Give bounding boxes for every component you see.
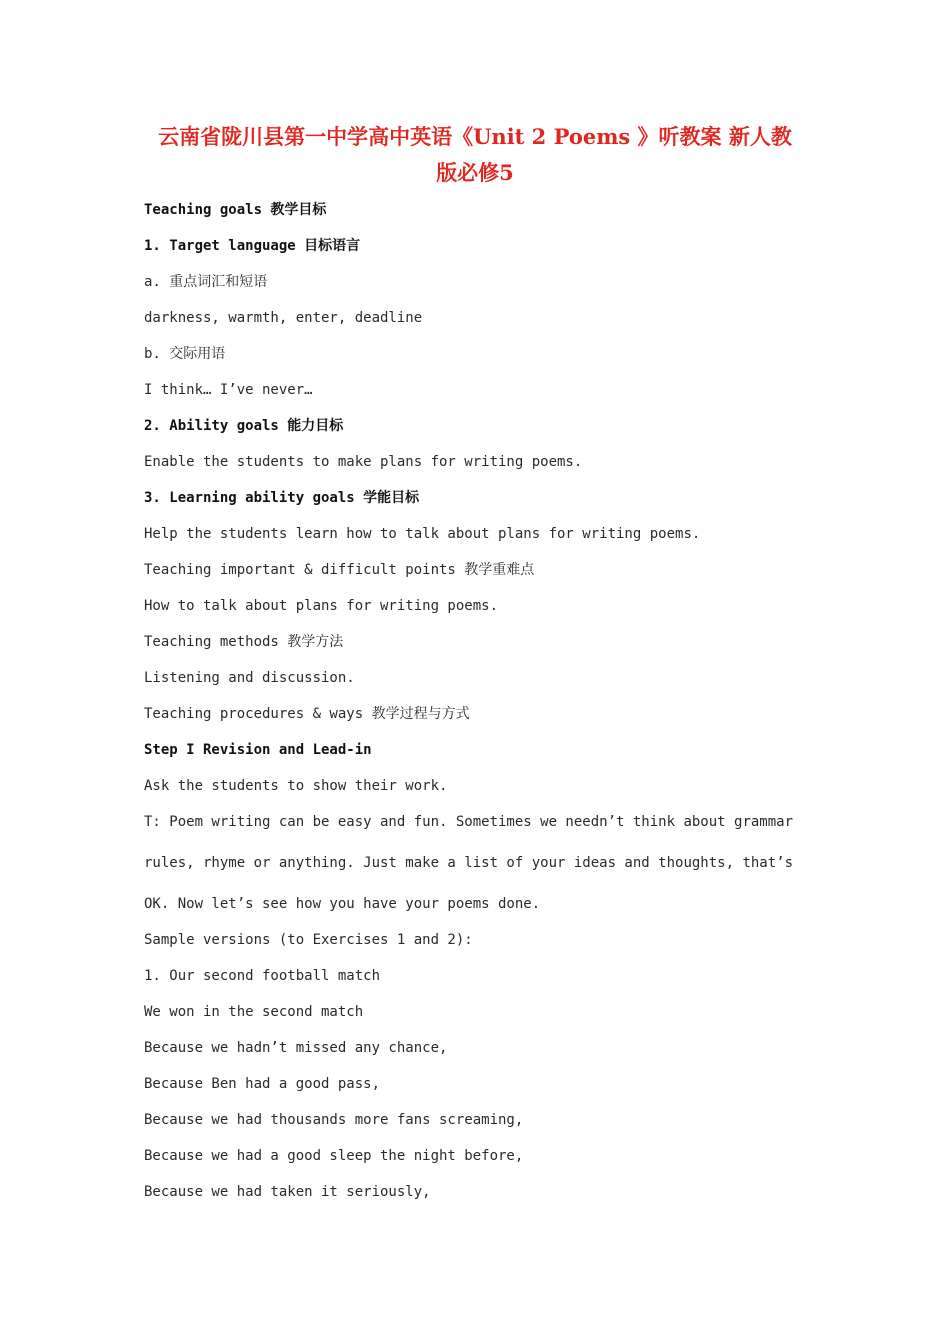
teacher-talk-line-3: OK. Now let’s see how you have your poems done. <box>144 896 541 912</box>
important-points-text: How to talk about plans for writing poems. <box>144 598 499 614</box>
heading-teaching-goals: Teaching goals 教学目标 <box>144 202 327 218</box>
poem-title: 1. Our second football match <box>144 968 381 984</box>
poem-line: Because Ben had a good pass, <box>144 1076 381 1092</box>
heading-step-1: Step I Revision and Lead-in <box>144 742 372 758</box>
poem-line: Because we hadn’t missed any chance, <box>144 1040 448 1056</box>
sample-versions-label: Sample versions (to Exercises 1 and 2): <box>144 932 473 948</box>
document-title-line-1: 云南省陇川县第一中学高中英语《Unit 2 Poems 》听教案 新人教 <box>158 124 792 149</box>
label-key-vocabulary: a. 重点词汇和短语 <box>144 274 268 290</box>
teaching-methods-text: Listening and discussion. <box>144 670 355 686</box>
heading-teaching-methods: Teaching methods 教学方法 <box>144 634 344 650</box>
poem-line: Because we had thousands more fans screaming, <box>144 1112 524 1128</box>
learning-ability-text: Help the students learn how to talk about plans for writing poems. <box>144 526 701 542</box>
label-communicative-phrases: b. 交际用语 <box>144 346 226 362</box>
poem-line: Because we had taken it seriously, <box>144 1184 431 1200</box>
heading-target-language: 1. Target language 目标语言 <box>144 238 361 254</box>
ability-goals-text: Enable the students to make plans for writing poems. <box>144 454 583 470</box>
document-title-line-2: 版必修5 <box>436 160 514 185</box>
vocabulary-list: darkness, warmth, enter, deadline <box>144 310 423 326</box>
step-1-instruction: Ask the students to show their work. <box>144 778 448 794</box>
teacher-talk-line-1: T: Poem writing can be easy and fun. Sometimes we needn’t think about grammar <box>144 814 794 830</box>
heading-important-points: Teaching important & difficult points 教学重难点 <box>144 562 535 578</box>
heading-ability-goals: 2. Ability goals 能力目标 <box>144 418 344 434</box>
heading-teaching-procedures: Teaching procedures & ways 教学过程与方式 <box>144 706 470 722</box>
communicative-phrases: I think… I’ve never… <box>144 382 313 398</box>
poem-line: We won in the second match <box>144 1004 364 1020</box>
heading-learning-ability-goals: 3. Learning ability goals 学能目标 <box>144 490 420 506</box>
teacher-talk-line-2: rules, rhyme or anything. Just make a list of your ideas and thoughts, that’s <box>144 855 794 871</box>
poem-line: Because we had a good sleep the night before, <box>144 1148 524 1164</box>
